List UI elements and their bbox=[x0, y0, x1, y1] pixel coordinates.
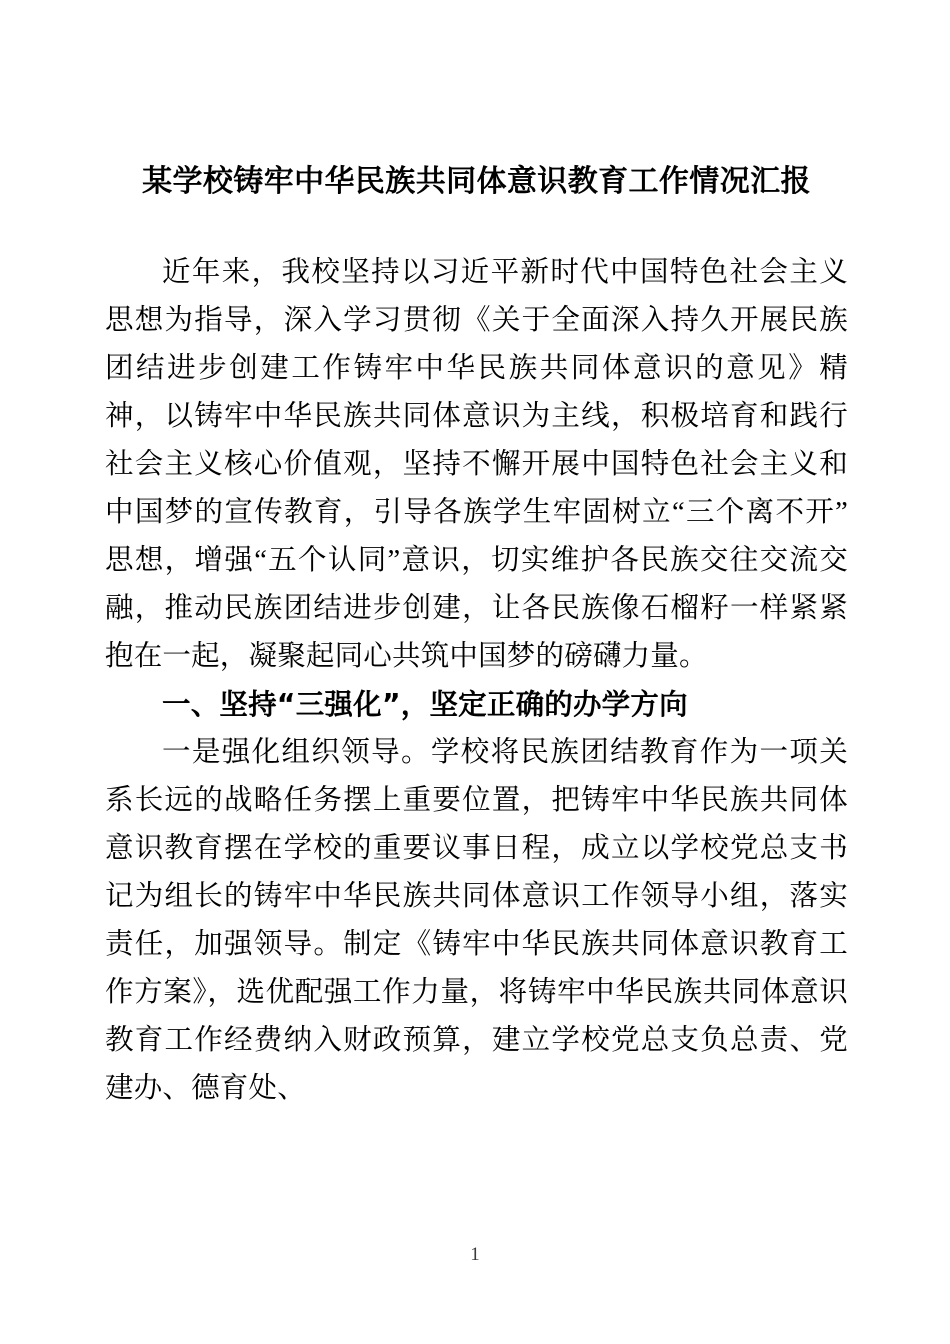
section-heading-1: 一、坚持“三强化”，坚定正确的办学方向 bbox=[162, 688, 688, 721]
document-content-column bbox=[105, 0, 848, 1113]
page-number-footer: 1 bbox=[470, 1244, 480, 1265]
page-title: 某学校铸牢中华民族共同体意识教育工作情况汇报 bbox=[142, 164, 811, 199]
body-paragraph-2: 一是强化组织领导。学校将民族团结教育作为一项关系长远的战略任务摆上重要位置，把铸牢中华民族共同体意识教育摆在学校的重要议事日程，成立以学校党总支书记为组长的铸牢中华民族共同体意识工作领导小组，落实责任，加强领导。制定《铸牢中华民族共同体意识教育工作方案》，选优配强工作力量，将铸牢中华民族共同体意识教育工作经费纳入财政预算，建立学校党总支负总责、党建办、德育处、 bbox=[105, 737, 848, 1104]
body-paragraph-1: 近年来，我校坚持以习近平新时代中国特色社会主义思想为指导，深入学习贯彻《关于全面深入持久开展民族团结进步创建工作铸牢中华民族共同体意识的意见》精神，以铸牢中华民族共同体意识为主线，积极培育和践行社会主义核心价值观，坚持不懈开展中国特色社会主义和中国梦的宣传教育，引导各族学生牢固树立“三个离不开”思想，增强“五个认同”意识，切实维护各民族交往交流交融，推动民族团结进步创建，让各民族像石榴籽一样紧紧抱在一起，凝聚起同心共筑中国梦的磅礴力量。 bbox=[105, 257, 848, 672]
